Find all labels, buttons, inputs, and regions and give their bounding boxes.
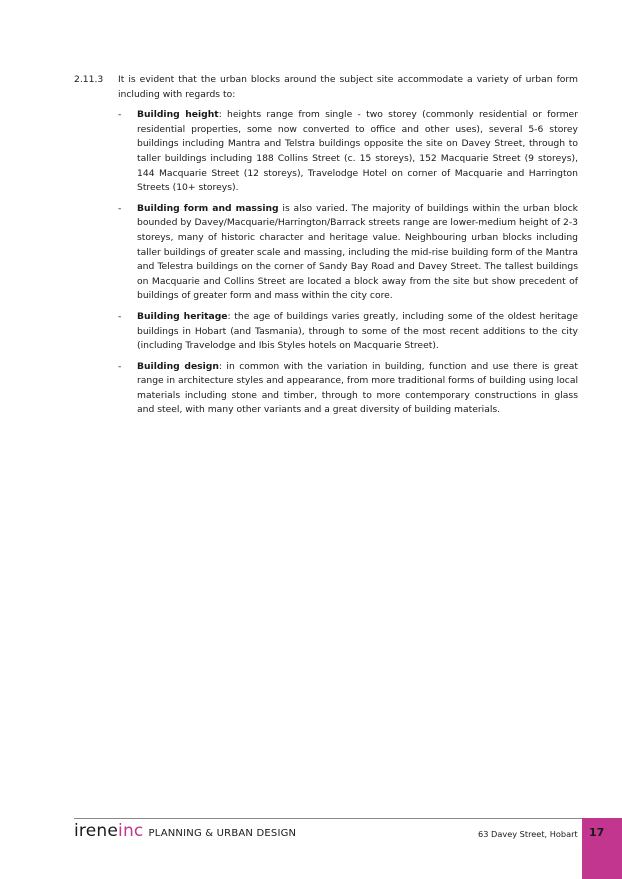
bullet-text: is also varied. The majority of buildings within the urban block bounded by Davey/Macquarie/Harrington/Barrack streets range are lower-medium height of 2-3 storeys, many of historic character and heritage value. Neighbouring urban blocks including taller buildings of greater scale and massing, including the mid-rise building form of the Mantra and Telestra buildings on the corner of Sandy Bay Road and Davey Street. The tallest buildings on Macquarie and Collins Street are located a block away from the site but show precedent of buildings of greater form and mass within the city core. bbox=[137, 202, 578, 302]
brand-logo-inc: inc bbox=[118, 821, 144, 841]
list-item-building-height bbox=[118, 108, 578, 196]
bullet-term: Building heritage bbox=[137, 310, 228, 322]
section-2-11-3 bbox=[74, 73, 578, 424]
list-item-building-form bbox=[118, 202, 578, 304]
bullet-text: : the age of buildings varies greatly, including some of the oldest heritage buildings in Hobart (and Tasmania), through to some of the most recent additions to the city (including Travelodge and Ibis Styles hotels on Macquarie Street). bbox=[137, 310, 578, 352]
bullet-dash: - bbox=[118, 109, 122, 121]
list-item-building-design bbox=[118, 360, 578, 418]
bullet-dash: - bbox=[118, 202, 122, 214]
brand-tagline: PLANNING & URBAN DESIGN bbox=[148, 828, 297, 839]
footer-divider bbox=[74, 818, 582, 819]
page-number-box bbox=[582, 818, 622, 879]
page-number: 17 bbox=[589, 826, 605, 839]
brand-logo-irene: irene bbox=[74, 821, 119, 841]
paragraph-intro: It is evident that the urban blocks around the subject site accommodate a variety of urban form including with regards to: bbox=[118, 74, 578, 100]
list-item-building-heritage bbox=[118, 310, 578, 354]
bullet-term: Building design bbox=[137, 360, 219, 372]
bullet-text: : heights range from single - two storey (commonly residential or former residential properties, some now converted to office and other uses), several 5-6 storey buildings including Mantra and Telstra buildings opposite the site on Davey Street, through to taller buildings including 188 Collins Street (c. 15 storeys), 152 Macquarie Street (9 storeys), 144 Macquarie Street (12 storeys), Travelodge Hotel on corner of Macquarie and Harrington Streets (10+ storeys). bbox=[137, 109, 578, 194]
bullet-term: Building height bbox=[137, 109, 219, 121]
footer-brand bbox=[74, 821, 296, 841]
bullet-dash: - bbox=[118, 360, 122, 372]
bullet-list bbox=[118, 108, 578, 418]
bullet-dash: - bbox=[118, 310, 122, 322]
paragraph-number: 2.11.3 bbox=[74, 74, 104, 85]
footer-address: 63 Davey Street, Hobart bbox=[478, 829, 578, 839]
bullet-term: Building form and massing bbox=[137, 202, 279, 214]
bullet-text: : in common with the variation in building, function and use there is great range in architecture styles and appearance, from more traditional forms of building using local materials including stone and timber, through to more contemporary constructions in glass and steel, with many other variants and a great diversity of building materials. bbox=[137, 360, 578, 416]
